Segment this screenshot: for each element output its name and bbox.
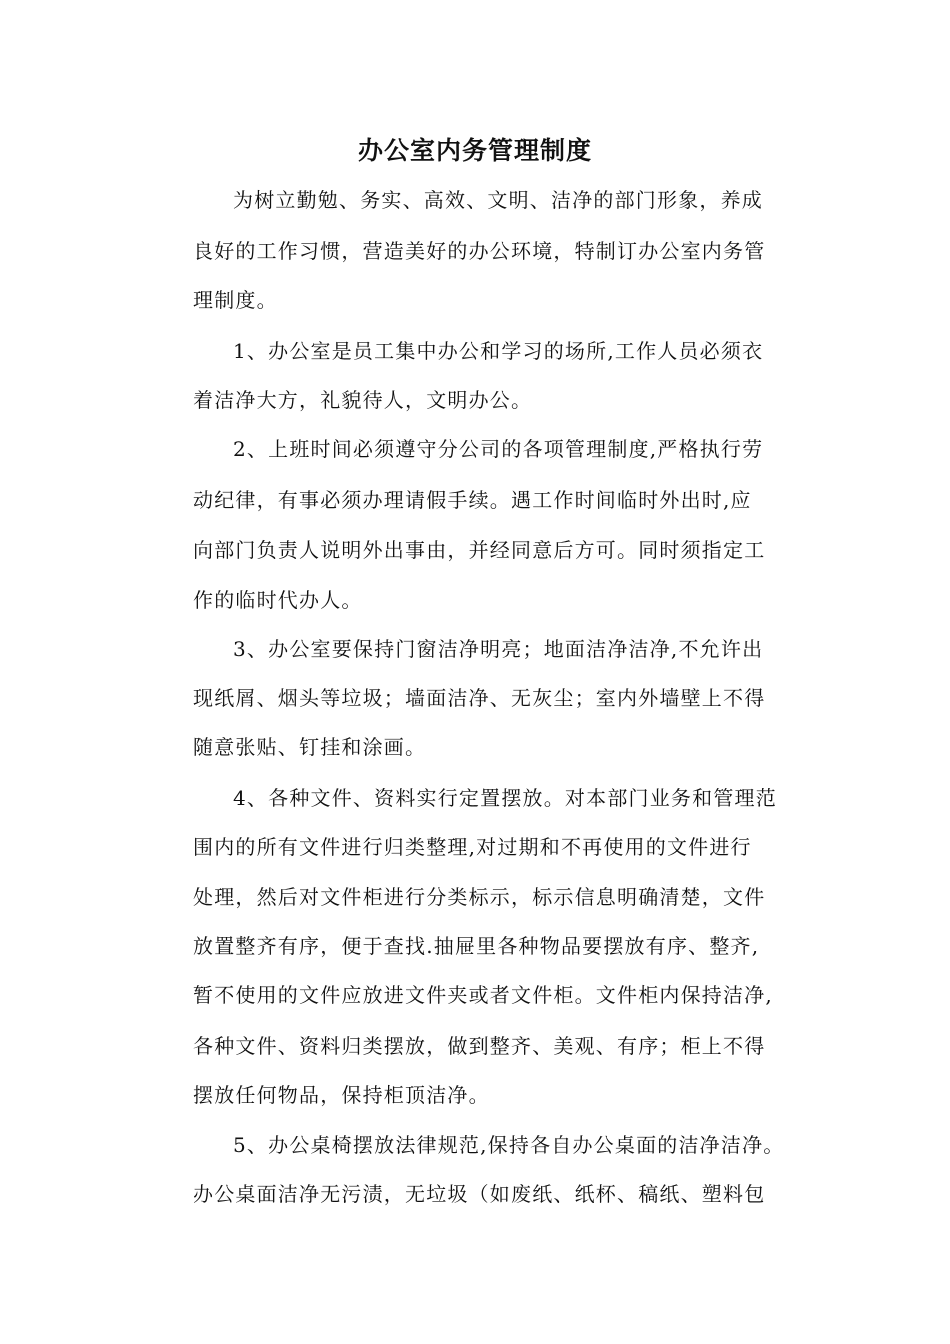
- paragraph-line: 办公桌面洁净无污渍，无垃圾（如废纸、纸杯、稿纸、塑料包: [193, 1182, 766, 1206]
- paragraph-line: 2、上班时间必须遵守分公司的各项管理制度,严格执行劳: [233, 437, 764, 461]
- paragraph-line: 暂不使用的文件应放进文件夹或者文件柜。文件柜内保持洁净,: [193, 983, 773, 1007]
- paragraph-line: 着洁净大方，礼貌待人，文明办公。: [193, 388, 533, 412]
- paragraph-line: 3、办公室要保持门窗洁净明亮；地面洁净洁净,不允许出: [233, 637, 764, 661]
- paragraph-line: 为树立勤勉、务实、高效、文明、洁净的部门形象，养成: [233, 188, 763, 212]
- paragraph-line: 良好的工作习惯，营造美好的办公环境，特制订办公室内务管: [193, 239, 766, 263]
- paragraph-line: 处理，然后对文件柜进行分类标示，标示信息明确清楚，文件: [193, 885, 766, 909]
- paragraph-line: 4、各种文件、资料实行定置摆放。对本部门业务和管理范: [233, 786, 777, 810]
- paragraph-line: 围内的所有文件进行归类整理,对过期和不再使用的文件进行: [193, 835, 752, 859]
- paragraph-line: 放置整齐有序，便于查找.抽屉里各种物品要摆放有序、整齐,: [193, 934, 760, 958]
- paragraph-line: 理制度。: [193, 288, 278, 312]
- paragraph-line: 作的临时代办人。: [193, 588, 363, 612]
- paragraph-line: 摆放任何物品，保持柜顶洁净。: [193, 1083, 490, 1107]
- paragraph-line: 1、办公室是员工集中办公和学习的场所,工作人员必须衣: [233, 339, 764, 363]
- paragraph-line: 各种文件、资料归类摆放，做到整齐、美观、有序；柜上不得: [193, 1034, 766, 1058]
- paragraph-line: 5、办公桌椅摆放法律规范,保持各自办公桌面的洁净洁净。: [233, 1133, 785, 1157]
- paragraph-line: 向部门负责人说明外出事由，并经同意后方可。同时须指定工: [193, 538, 766, 562]
- paragraph-line: 现纸屑、烟头等垃圾；墙面洁净、无灰尘；室内外墙壁上不得: [193, 686, 766, 710]
- document-title: 办公室内务管理制度: [357, 136, 592, 165]
- paragraph-line: 动纪律，有事必须办理请假手续。遇工作时间临时外出时,应: [193, 488, 752, 512]
- paragraph-line: 随意张贴、钉挂和涂画。: [193, 735, 427, 759]
